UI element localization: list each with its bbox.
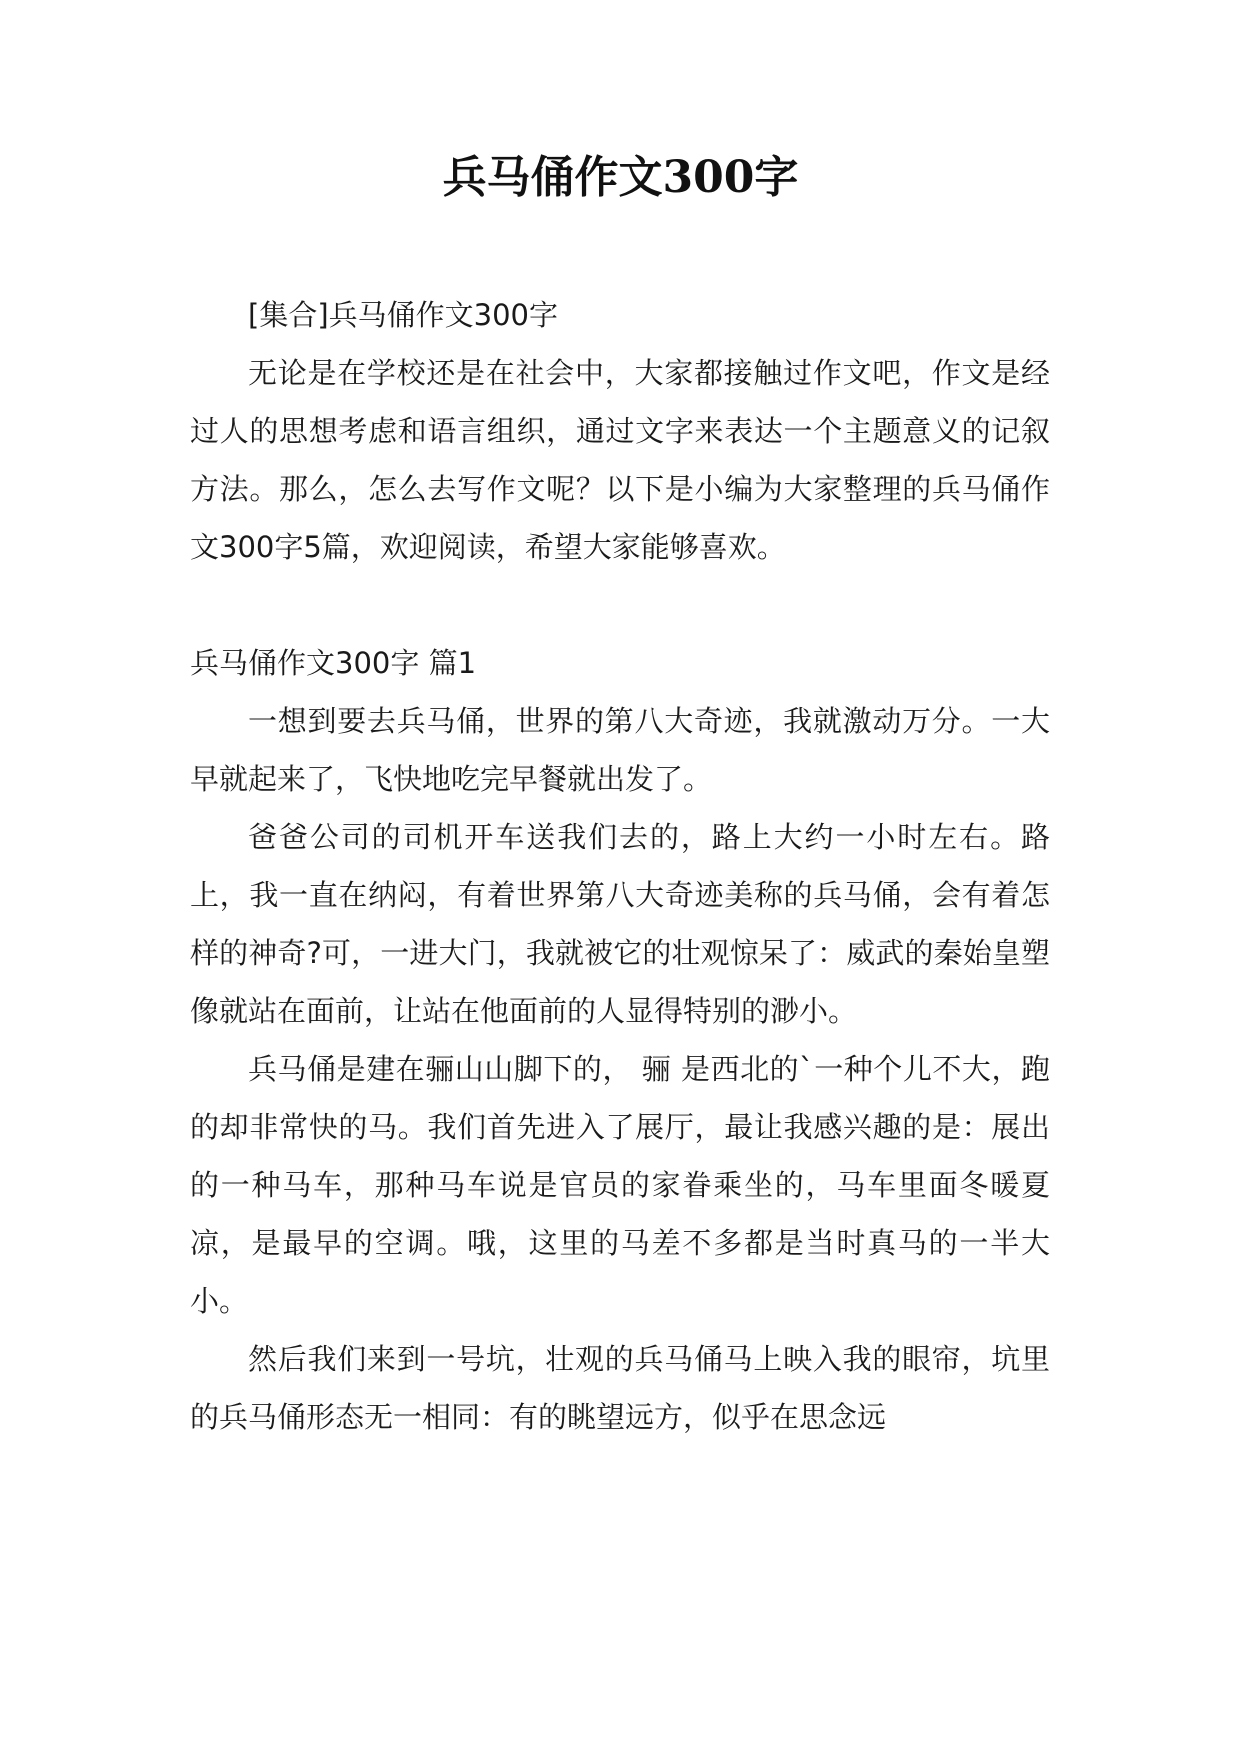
body-paragraph-2: 爸爸公司的司机开车送我们去的，路上大约一小时左右。路上，我一直在纳闷，有着世界第八大奇迹美称的兵马俑，会有着怎样的神奇?可，一进大门，我就被它的壮观惊呆了：威武的秦始皇塑像就站在面前，让站在他面前的人显得特别的渺小。 [190, 820, 1050, 1028]
section-spacer [190, 576, 1050, 634]
intro-paragraph: 无论是在学校还是在社会中，大家都接触过作文吧，作文是经过人的思想考虑和语言组织，通过文字来表达一个主题意义的记叙方法。那么，怎么去写作文呢？以下是小编为大家整理的兵马俑作文300字5篇，欢迎阅读，希望大家能够喜欢。 [190, 356, 1050, 564]
body-paragraph-4: 然后我们来到一号坑，壮观的兵马俑马上映入我的眼帘，坑里的兵马俑形态无一相同：有的眺望远方，似乎在思念远 [190, 1342, 1050, 1434]
body-paragraph-1: 一想到要去兵马俑，世界的第八大奇迹，我就激动万分。一大早就起来了，飞快地吃完早餐就出发了。 [190, 704, 1050, 796]
body-paragraph-3: 兵马俑是建在骊山山脚下的， 骊 是西北的`一种个儿不大，跑的却非常快的马。我们首先进入了展厅，最让我感兴趣的是：展出的一种马车，那种马车说是官员的家眷乘坐的，马车里面冬暖夏凉，是最早的空调。哦，这里的马差不多都是当时真马的一半大小。 [190, 1052, 1050, 1318]
document-title: 兵马俑作文300字 [442, 152, 799, 203]
document-subtitle: [集合]兵马俑作文300字 [248, 298, 558, 332]
document-body [190, 286, 1050, 1446]
section-heading: 兵马俑作文300字 篇1 [190, 646, 477, 680]
